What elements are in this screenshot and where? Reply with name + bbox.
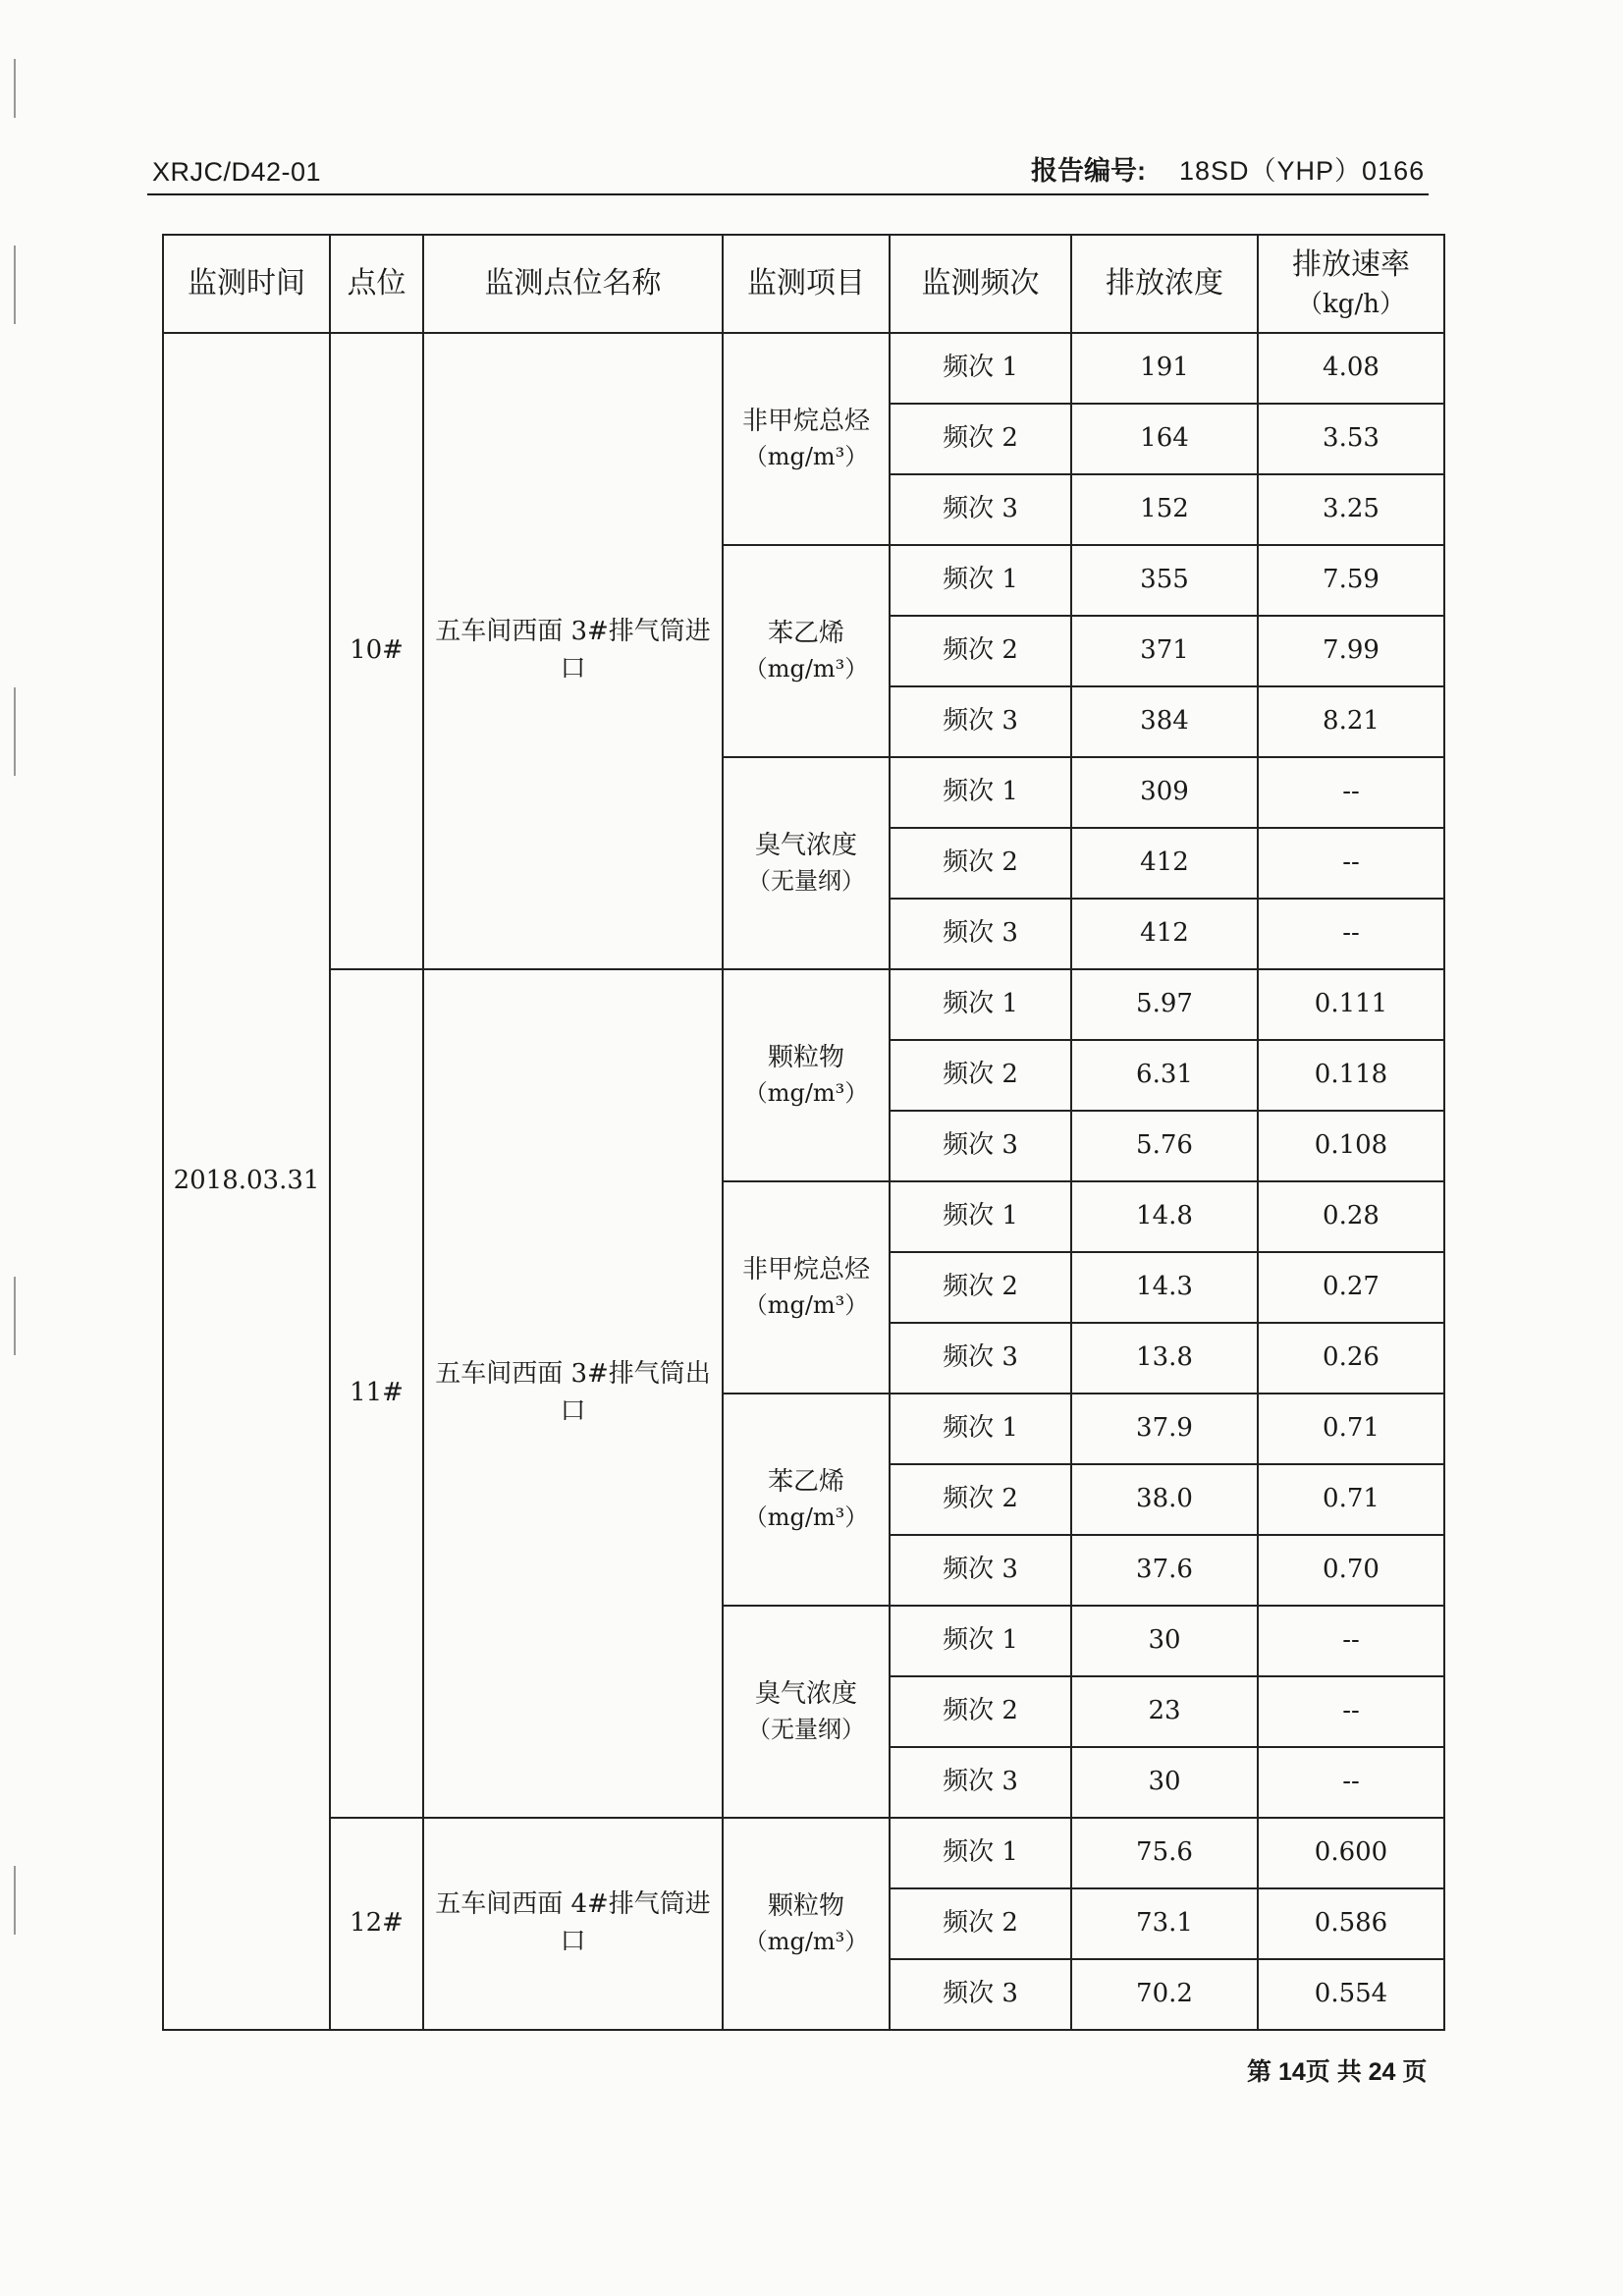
frequency-cell: 频次 3 xyxy=(890,1111,1071,1181)
item-unit: （mg/m³） xyxy=(743,1928,869,1956)
item-cell xyxy=(723,545,890,757)
concentration-cell: 5.76 xyxy=(1071,1111,1258,1181)
concentration-cell: 164 xyxy=(1071,404,1258,474)
concentration-cell: 73.1 xyxy=(1071,1888,1258,1959)
table-row xyxy=(163,333,1444,404)
rate-cell: 0.108 xyxy=(1258,1111,1444,1181)
rate-cell: 7.99 xyxy=(1258,616,1444,686)
concentration-cell: 30 xyxy=(1071,1747,1258,1818)
scan-mark xyxy=(14,59,16,118)
col-header-frequency: 监测频次 xyxy=(890,235,1071,333)
report-number xyxy=(1031,149,1425,188)
rate-cell: 8.21 xyxy=(1258,686,1444,757)
concentration-cell: 412 xyxy=(1071,899,1258,969)
rate-cell: 4.08 xyxy=(1258,333,1444,404)
frequency-cell: 频次 2 xyxy=(890,1252,1071,1323)
point-name-cell: 五车间西面 3#排气筒出口 xyxy=(423,969,723,1818)
frequency-cell: 频次 1 xyxy=(890,1818,1071,1888)
frequency-cell: 频次 1 xyxy=(890,1606,1071,1676)
item-cell xyxy=(723,1606,890,1818)
frequency-cell: 频次 1 xyxy=(890,757,1071,828)
concentration-cell: 152 xyxy=(1071,474,1258,545)
rate-cell: 3.25 xyxy=(1258,474,1444,545)
concentration-cell: 355 xyxy=(1071,545,1258,616)
monitoring-table xyxy=(162,234,1445,2031)
rate-cell: 0.70 xyxy=(1258,1535,1444,1606)
rate-cell: 0.554 xyxy=(1258,1959,1444,2030)
rate-cell: 0.26 xyxy=(1258,1323,1444,1394)
item-name: 颗粒物 xyxy=(767,1042,844,1072)
item-name: 臭气浓度 xyxy=(754,1678,857,1709)
frequency-cell: 频次 3 xyxy=(890,1959,1071,2030)
rate-cell: 0.111 xyxy=(1258,969,1444,1040)
frequency-cell: 频次 2 xyxy=(890,828,1071,899)
item-cell xyxy=(723,1181,890,1394)
item-name: 颗粒物 xyxy=(767,1890,844,1921)
frequency-cell: 频次 1 xyxy=(890,333,1071,404)
rate-cell: -- xyxy=(1258,1606,1444,1676)
col-header-item: 监测项目 xyxy=(723,235,890,333)
item-unit: （mg/m³） xyxy=(743,1079,869,1108)
rate-cell: 0.27 xyxy=(1258,1252,1444,1323)
rate-cell: 0.71 xyxy=(1258,1464,1444,1535)
frequency-cell: 频次 3 xyxy=(890,686,1071,757)
item-cell xyxy=(723,757,890,969)
concentration-cell: 309 xyxy=(1071,757,1258,828)
rate-cell: 0.28 xyxy=(1258,1181,1444,1252)
col-header-time: 监测时间 xyxy=(163,235,330,333)
concentration-cell: 37.6 xyxy=(1071,1535,1258,1606)
point-name-cell: 五车间西面 3#排气筒进口 xyxy=(423,333,723,969)
item-name: 苯乙烯 xyxy=(767,1466,844,1497)
scan-mark xyxy=(14,687,16,776)
item-name: 非甲烷总烃 xyxy=(741,1254,870,1285)
table-row xyxy=(163,969,1444,1040)
item-unit: （mg/m³） xyxy=(743,655,869,683)
item-unit: （mg/m³） xyxy=(743,1503,869,1532)
table-body xyxy=(163,333,1444,2030)
rate-cell: -- xyxy=(1258,1676,1444,1747)
item-name: 非甲烷总烃 xyxy=(741,406,870,436)
concentration-cell: 38.0 xyxy=(1071,1464,1258,1535)
frequency-cell: 频次 2 xyxy=(890,1464,1071,1535)
concentration-cell: 6.31 xyxy=(1071,1040,1258,1111)
frequency-cell: 频次 3 xyxy=(890,1747,1071,1818)
col-header-rate-unit: （kg/h） xyxy=(1297,289,1405,319)
item-name: 臭气浓度 xyxy=(754,830,857,860)
rate-cell: 0.586 xyxy=(1258,1888,1444,1959)
frequency-cell: 频次 2 xyxy=(890,1888,1071,1959)
col-header-concentration: 排放浓度 xyxy=(1071,235,1258,333)
concentration-cell: 412 xyxy=(1071,828,1258,899)
item-unit: （无量纲） xyxy=(747,1716,865,1744)
col-header-point-name: 监测点位名称 xyxy=(423,235,723,333)
item-name: 苯乙烯 xyxy=(767,618,844,648)
point-id-cell: 10# xyxy=(330,333,423,969)
col-header-point: 点位 xyxy=(330,235,423,333)
rate-cell: -- xyxy=(1258,757,1444,828)
concentration-cell: 14.3 xyxy=(1071,1252,1258,1323)
rate-cell: 0.600 xyxy=(1258,1818,1444,1888)
col-header-rate xyxy=(1258,235,1444,333)
frequency-cell: 频次 2 xyxy=(890,616,1071,686)
concentration-cell: 371 xyxy=(1071,616,1258,686)
item-unit: （无量纲） xyxy=(747,867,865,896)
frequency-cell: 频次 3 xyxy=(890,899,1071,969)
table-header-row xyxy=(163,235,1444,333)
frequency-cell: 频次 3 xyxy=(890,1535,1071,1606)
concentration-cell: 23 xyxy=(1071,1676,1258,1747)
concentration-cell: 14.8 xyxy=(1071,1181,1258,1252)
scan-mark xyxy=(14,1866,16,1935)
item-unit: （mg/m³） xyxy=(743,443,869,471)
rate-cell: -- xyxy=(1258,828,1444,899)
point-id-cell: 12# xyxy=(330,1818,423,2030)
frequency-cell: 频次 1 xyxy=(890,969,1071,1040)
frequency-cell: 频次 3 xyxy=(890,474,1071,545)
col-header-rate-label: 排放速率 xyxy=(1292,247,1410,283)
point-id-cell: 11# xyxy=(330,969,423,1818)
report-number-label: 报告编号: xyxy=(1031,156,1146,186)
frequency-cell: 频次 1 xyxy=(890,1394,1071,1464)
document-code: XRJC/D42-01 xyxy=(152,157,322,187)
header-rule xyxy=(147,193,1429,195)
frequency-cell: 频次 1 xyxy=(890,1181,1071,1252)
concentration-cell: 191 xyxy=(1071,333,1258,404)
frequency-cell: 频次 1 xyxy=(890,545,1071,616)
scan-mark xyxy=(14,246,16,324)
rate-cell: 7.59 xyxy=(1258,545,1444,616)
rate-cell: 3.53 xyxy=(1258,404,1444,474)
item-cell xyxy=(723,333,890,545)
item-cell xyxy=(723,1818,890,2030)
point-name-cell: 五车间西面 4#排气筒进口 xyxy=(423,1818,723,2030)
report-number-value: 18SD（YHP）0166 xyxy=(1179,156,1426,186)
item-cell xyxy=(723,969,890,1181)
item-cell xyxy=(723,1394,890,1606)
table-row xyxy=(163,1818,1444,1888)
concentration-cell: 37.9 xyxy=(1071,1394,1258,1464)
concentration-cell: 30 xyxy=(1071,1606,1258,1676)
rate-cell: 0.118 xyxy=(1258,1040,1444,1111)
concentration-cell: 75.6 xyxy=(1071,1818,1258,1888)
concentration-cell: 5.97 xyxy=(1071,969,1258,1040)
frequency-cell: 频次 2 xyxy=(890,404,1071,474)
concentration-cell: 384 xyxy=(1071,686,1258,757)
page-footer: 第 14页 共 24 页 xyxy=(1247,2058,1428,2086)
frequency-cell: 频次 3 xyxy=(890,1323,1071,1394)
frequency-cell: 频次 2 xyxy=(890,1040,1071,1111)
concentration-cell: 70.2 xyxy=(1071,1959,1258,2030)
item-unit: （mg/m³） xyxy=(743,1291,869,1320)
concentration-cell: 13.8 xyxy=(1071,1323,1258,1394)
frequency-cell: 频次 2 xyxy=(890,1676,1071,1747)
rate-cell: -- xyxy=(1258,1747,1444,1818)
rate-cell: 0.71 xyxy=(1258,1394,1444,1464)
scan-mark xyxy=(14,1277,16,1355)
rate-cell: -- xyxy=(1258,899,1444,969)
monitoring-date-cell: 2018.03.31 xyxy=(163,333,330,2030)
